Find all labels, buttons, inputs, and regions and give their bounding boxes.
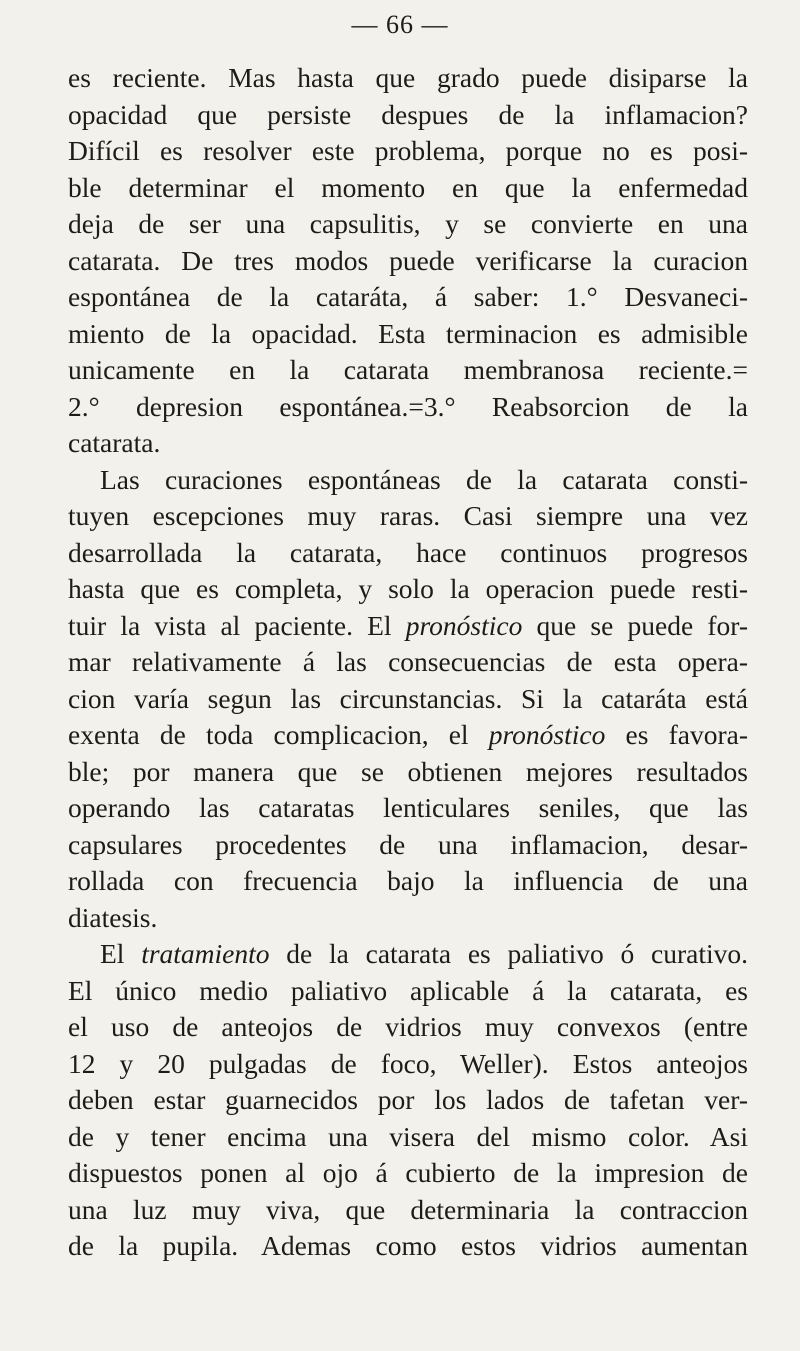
text-line: espontánea de la cataráta, á saber: 1.° Desvaneci- — [68, 281, 748, 312]
text-line: dispuestos ponen al ojo á cubierto de la impresion de — [68, 1157, 748, 1188]
text-line: diatesis. — [68, 901, 158, 933]
text-line: tuir la vista al paciente. El pronóstico que se puede for- — [68, 609, 748, 641]
text-line: El tratamiento de la catarata es paliativo ó curativo. — [100, 938, 748, 969]
text-line: El único medio paliativo aplicable á la catarata, es — [68, 974, 748, 1006]
text-line: rollada con frecuencia bajo la influencia de una — [68, 865, 748, 896]
text-line: una luz muy viva, que determinaria la contraccion — [68, 1193, 748, 1225]
text-line: capsulares procedentes de una inflamacion, desar- — [68, 828, 748, 860]
text-line: 2.° depresion espontánea.=3.° Reabsorcion de la — [68, 390, 748, 422]
text-line: catarata. — [68, 427, 161, 458]
text-line: hasta que es completa, y solo la operacion puede resti- — [68, 573, 748, 604]
text-line: unicamente en la catarata membranosa reciente.= — [68, 354, 748, 385]
text-line: cion varía segun las circunstancias. Si la cataráta está — [68, 682, 748, 714]
text-line: tuyen escepciones muy raras. Casi siempre una vez — [68, 500, 748, 531]
text-line: el uso de anteojos de vidrios muy convexos (entre — [68, 1011, 748, 1042]
page-number: — 66 — — [351, 10, 449, 39]
text-line: ble; por manera que se obtienen mejores resultados — [68, 755, 748, 787]
text-line: deja de ser una capsulitis, y se convierte en una — [68, 208, 748, 239]
body-text — [68, 60, 748, 1265]
text-line: Difícil es resolver este problema, porque no es posi- — [68, 135, 748, 166]
text-line: operando las cataratas lenticulares seniles, que las — [68, 792, 748, 823]
text-line: ble determinar el momento en que la enfermedad — [68, 171, 748, 203]
italic-term: tratamiento — [141, 938, 270, 969]
text-line: opacidad que persiste despues de la inflamacion? — [68, 98, 748, 130]
text-line: de y tener encima una visera del mismo color. Asi — [68, 1120, 748, 1152]
text-line: deben estar guarnecidos por los lados de tafetan ver- — [68, 1084, 748, 1115]
text-line: catarata. De tres modos puede verificarse la curacion — [68, 244, 748, 276]
italic-term: pronóstico — [488, 719, 606, 750]
text-line: 12 y 20 pulgadas de foco, Weller). Estos anteojos — [68, 1047, 748, 1079]
text-line: de la pupila. Ademas como estos vidrios aumentan — [68, 1230, 748, 1261]
text-line: miento de la opacidad. Esta terminacion es admisible — [68, 317, 748, 349]
text-line: mar relativamente á las consecuencias de esta opera- — [68, 646, 748, 677]
text-line: exenta de toda complicacion, el pronóstico es favora- — [68, 719, 748, 750]
text-line: es reciente. Mas hasta que grado puede disiparse la — [68, 62, 748, 93]
italic-term: pronóstico — [405, 609, 523, 641]
text-line: desarrollada la catarata, hace continuos progresos — [68, 536, 748, 568]
text-line: Las curaciones espontáneas de la catarata consti- — [100, 463, 748, 495]
